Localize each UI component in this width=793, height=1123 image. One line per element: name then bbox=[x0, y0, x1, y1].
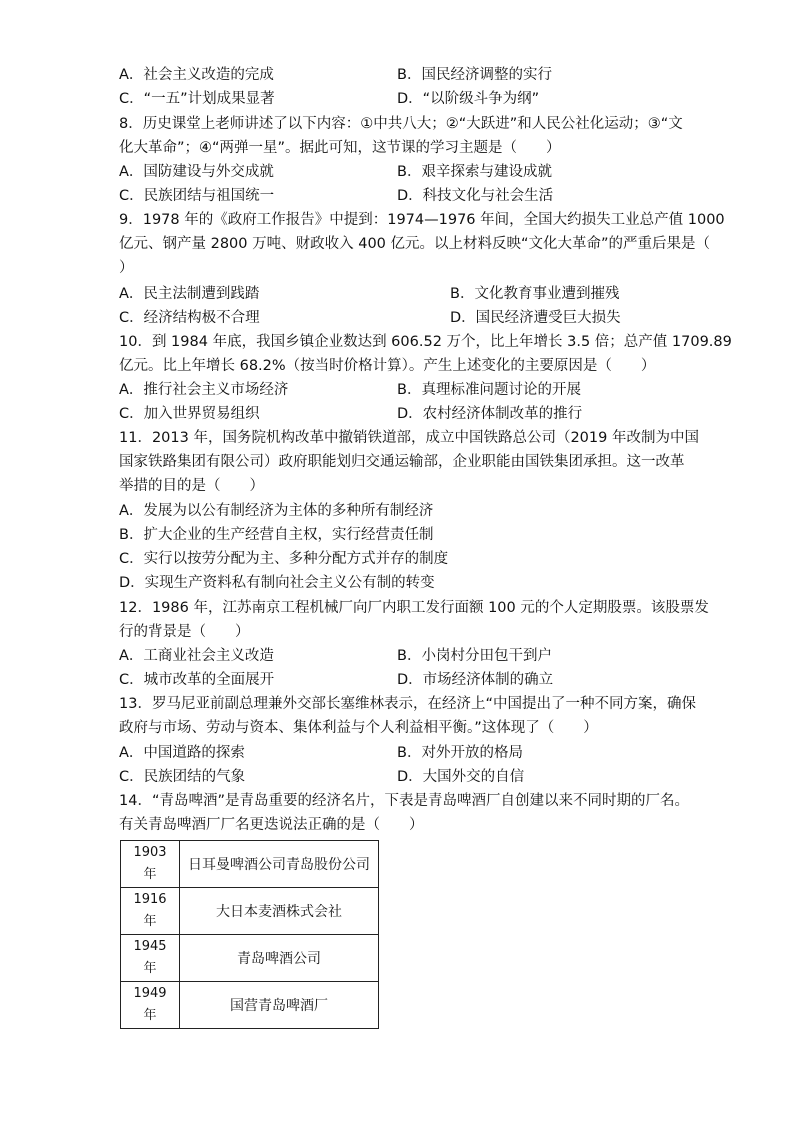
q7-option-a: A．社会主义改造的完成 bbox=[119, 67, 274, 83]
q9-stem-line1: 9．1978 年的《政府工作报告》中提到：1974—1976 年间，全国大约损失工业总产值 1000 bbox=[119, 212, 725, 228]
year-unit: 年 bbox=[143, 867, 157, 882]
q12-option-d: D．市场经济体制的确立 bbox=[397, 672, 554, 688]
q11-option-a: A．发展为以公有制经济为主体的多种所有制经济 bbox=[119, 503, 434, 519]
year-unit: 年 bbox=[143, 961, 157, 976]
q11-option-c: C．实行以按劳分配为主、多种分配方式并存的制度 bbox=[119, 551, 449, 567]
factory-name-cell: 日耳曼啤酒公司青岛股份公司 bbox=[180, 841, 379, 888]
q9-stem-line3: ） bbox=[119, 260, 134, 276]
q11-stem-line3: 举措的目的是（ ） bbox=[119, 478, 264, 494]
year-cell bbox=[121, 982, 180, 1029]
year-value: 1916 bbox=[133, 892, 167, 907]
q10-option-c: C．加入世界贸易组织 bbox=[119, 406, 260, 422]
q10-option-b: B．真理标准问题讨论的开展 bbox=[397, 382, 581, 398]
q11-option-d: D．实现生产资料私有制向社会主义公有制的转变 bbox=[119, 575, 435, 591]
q9-option-b: B．文化教育事业遭到摧残 bbox=[450, 286, 620, 302]
table-row bbox=[121, 841, 379, 888]
table-row bbox=[121, 982, 379, 1029]
q7-option-d: D．“以阶级斗争为纲” bbox=[397, 91, 540, 107]
year-unit: 年 bbox=[143, 914, 157, 929]
q8-option-b: B．艰辛探索与建设成就 bbox=[397, 164, 552, 180]
year-cell bbox=[121, 935, 180, 982]
q8-stem-line1: 8．历史课堂上老师讲述了以下内容：①中共八大；②“大跃进”和人民公社化运动；③“文 bbox=[119, 116, 683, 132]
q7-option-c: C．“一五”计划成果显著 bbox=[119, 91, 275, 107]
table-row bbox=[121, 888, 379, 935]
factory-name-cell: 大日本麦酒株式会社 bbox=[180, 888, 379, 935]
year-cell bbox=[121, 888, 180, 935]
q8-option-c: C．民族团结与祖国统一 bbox=[119, 188, 275, 204]
q9-option-d: D．国民经济遭受巨大损失 bbox=[450, 310, 621, 326]
q11-stem-line2: 国家铁路集团有限公司）政府职能划归交通运输部，企业职能由国铁集团承担。这一改革 bbox=[119, 454, 685, 470]
q11-stem-line1: 11．2013 年，国务院机构改革中撤销铁道部，成立中国铁路总公司（2019 年改制为中国 bbox=[119, 430, 699, 446]
q12-option-a: A．工商业社会主义改造 bbox=[119, 648, 274, 664]
q10-option-d: D．农村经济体制改革的推行 bbox=[397, 406, 583, 422]
q9-option-a: A．民主法制遭到践踏 bbox=[119, 286, 260, 302]
q14-stem-line1: 14．“青岛啤酒”是青岛重要的经济名片，下表是青岛啤酒厂自创建以来不同时期的厂名。 bbox=[119, 793, 689, 809]
q7-option-b: B．国民经济调整的实行 bbox=[397, 67, 552, 83]
q8-option-a: A．国防建设与外交成就 bbox=[119, 164, 274, 180]
q9-stem-line2: 亿元、钢产量 2800 万吨、财政收入 400 亿元。以上材料反映“文化大革命”的严重后果是（ bbox=[119, 236, 711, 252]
q12-stem-line1: 12．1986 年，江苏南京工程机械厂向厂内职工发行面额 100 元的个人定期股票。该股票发 bbox=[119, 600, 709, 616]
q13-stem-line2: 政府与市场、劳动与资本、集体利益与个人利益相平衡。”这体现了（ ） bbox=[119, 720, 598, 736]
table-row bbox=[121, 935, 379, 982]
q9-option-c: C．经济结构极不合理 bbox=[119, 310, 260, 326]
factory-name-cell: 青岛啤酒公司 bbox=[180, 935, 379, 982]
year-value: 1949 bbox=[133, 986, 167, 1001]
q12-option-b: B．小岗村分田包干到户 bbox=[397, 648, 552, 664]
q13-option-d: D．大国外交的自信 bbox=[397, 769, 525, 785]
year-unit: 年 bbox=[143, 1008, 157, 1023]
q13-option-c: C．民族团结的气象 bbox=[119, 769, 246, 785]
q10-option-a: A．推行社会主义市场经济 bbox=[119, 382, 289, 398]
q8-stem-line2: 化大革命”；④“两弹一星”。据此可知，这节课的学习主题是（ ） bbox=[119, 140, 561, 156]
q14-stem-line2: 有关青岛啤酒厂厂名更迭说法正确的是（ ） bbox=[119, 817, 424, 833]
q10-stem-line1: 10．到 1984 年底，我国乡镇企业数达到 606.52 万个，比上年增长 3.5 倍；总产值 1709.89 bbox=[119, 334, 732, 350]
q13-stem-line1: 13．罗马尼亚前副总理兼外交部长塞维林表示，在经济上“中国提出了一种不同方案，确保 bbox=[119, 696, 696, 712]
q13-option-b: B．对外开放的格局 bbox=[397, 745, 523, 761]
year-value: 1945 bbox=[133, 939, 167, 954]
q10-stem-line2: 亿元。比上年增长 68.2%（按当时价格计算）。产生上述变化的主要原因是（ ） bbox=[119, 358, 656, 374]
q12-option-c: C．城市改革的全面展开 bbox=[119, 672, 275, 688]
year-value: 1903 bbox=[133, 845, 167, 860]
q12-stem-line2: 行的背景是（ ） bbox=[119, 624, 250, 640]
q8-option-d: D．科技文化与社会生活 bbox=[397, 188, 554, 204]
q11-option-b: B．扩大企业的生产经营自主权，实行经营责任制 bbox=[119, 527, 434, 543]
factory-name-cell: 国营青岛啤酒厂 bbox=[180, 982, 379, 1029]
brewery-name-table bbox=[120, 840, 379, 1029]
q13-option-a: A．中国道路的探索 bbox=[119, 745, 245, 761]
year-cell bbox=[121, 841, 180, 888]
